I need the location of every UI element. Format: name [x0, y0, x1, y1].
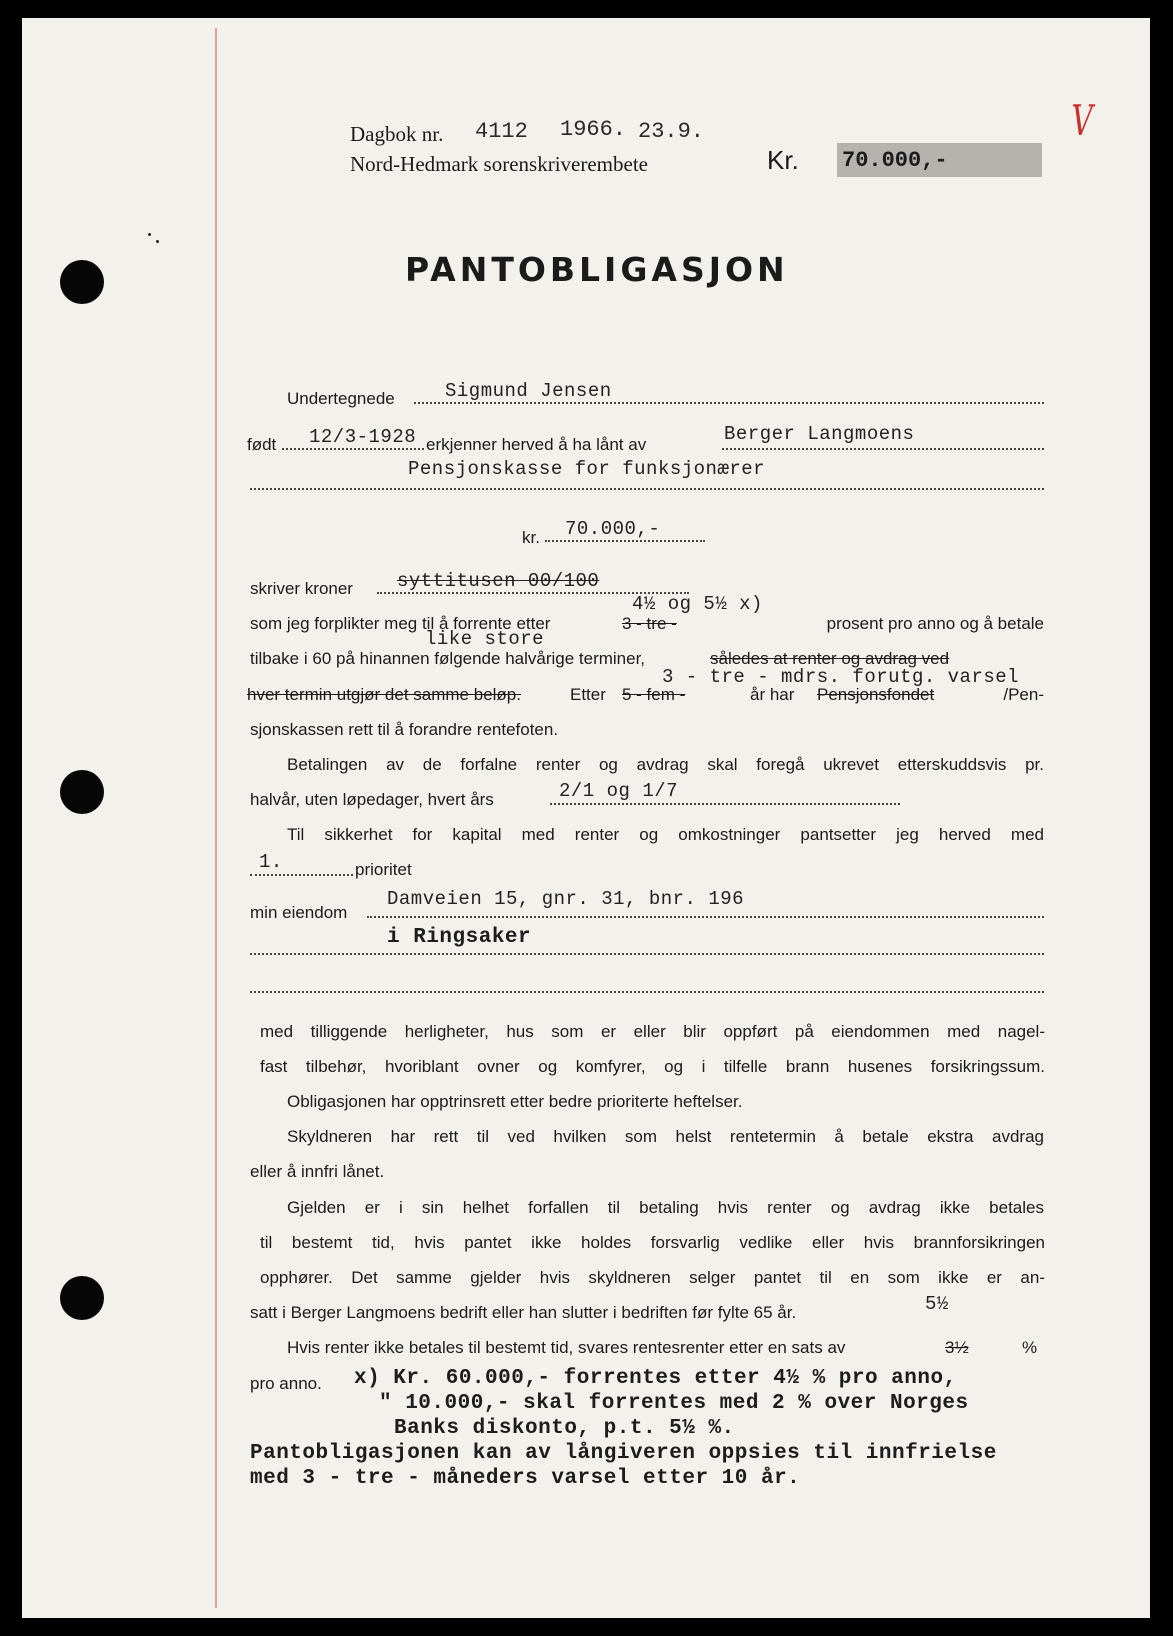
- body-line: år har: [750, 685, 795, 704]
- kr-value: 70.000,-: [565, 518, 661, 540]
- body-line: sjonskassen rett til å forandre rentefoten.: [250, 720, 559, 739]
- body-line: som jeg forplikter meg til å forrente etter: [250, 614, 551, 633]
- body-line: opphører. Det samme gjelder hvis skyldneren selger pantet til en som ikke er an-: [260, 1268, 1045, 1287]
- body-line: satt i Berger Langmoens bedrift eller han slutter i bedriften før fylte 65 år.: [250, 1303, 797, 1322]
- dotted-line: [250, 991, 1044, 993]
- punch-hole: [60, 1276, 104, 1320]
- body-line: Gjelden er i sin helhet forfallen til betaling hvis renter og avdrag ikke betales: [287, 1198, 1044, 1217]
- rate-insert: 4½ og 5½ x): [632, 593, 763, 615]
- body-line: Til sikkerhet for kapital med renter og omkostninger pantsetter jeg herved med: [287, 825, 1044, 844]
- undertegnede-label: Undertegnede: [287, 389, 395, 408]
- typed-note: med 3 - tre - måneders varsel etter 10 år.: [250, 1467, 801, 1490]
- struck-text: Pensjonsfondet: [817, 685, 935, 704]
- eiendom-line-2: i Ringsaker: [387, 926, 532, 949]
- lender-line-1: Berger Langmoens: [724, 423, 915, 445]
- office-name: Nord-Hedmark sorenskriverembete: [350, 152, 648, 176]
- body-line: prosent pro anno og å betale: [826, 614, 1044, 633]
- body-line: til bestemt tid, hvis pantet ikke holdes forsvarlig vedlike eller hvis brannforsikringen: [260, 1233, 1045, 1252]
- lender-line-2: Pensjonskasse for funksjonærer: [408, 458, 766, 480]
- kr-label: kr.: [522, 528, 540, 547]
- skriver-label: skriver kroner: [250, 579, 353, 598]
- body-line: Obligasjonen har opptrinsrett etter bedre prioriterte heftelser.: [287, 1092, 743, 1111]
- check-mark: V: [1071, 96, 1093, 145]
- body-line: Etter: [570, 685, 606, 704]
- percent-sign: %: [1022, 1338, 1038, 1357]
- typed-note: x) Kr. 60.000,- forrentes etter 4½ % pro anno,: [354, 1367, 957, 1390]
- body-line: Hvis renter ikke betales til bestemt tid, svares rentesrenter etter en sats av: [287, 1338, 846, 1357]
- body-line: /Pen-: [1003, 685, 1044, 704]
- page-title: PANTOBLIGASJON: [405, 250, 789, 289]
- rate-insert-2: 5½: [925, 1293, 949, 1315]
- notice-insert: 3 - tre - mdrs. forutg. varsel: [662, 666, 1020, 688]
- dotted-line: [414, 402, 1044, 404]
- body-line: halvår, uten løpedager, hvert års: [250, 790, 494, 809]
- speck: [156, 240, 159, 243]
- fodt-label: født: [247, 435, 277, 454]
- speck: [148, 233, 151, 236]
- struck-text: 3½: [945, 1338, 969, 1357]
- dotted-line: [250, 874, 353, 876]
- prioritet-value: 1.: [259, 851, 283, 873]
- punch-hole: [60, 260, 104, 304]
- body-line: Betalingen av de forfalne renter og avdrag skal foregå ukrevet etterskuddsvis pr.: [287, 755, 1044, 774]
- struck-text: hver termin utgjør det samme beløp.: [247, 685, 521, 704]
- body-line: eller å innfri lånet.: [250, 1162, 385, 1181]
- dotted-line: [250, 488, 1044, 490]
- punch-hole: [60, 770, 104, 814]
- margin-line: [215, 28, 217, 1608]
- struck-text: 3 - tre -: [622, 614, 677, 633]
- dotted-line: [722, 448, 1044, 450]
- dagbok-number: 4112: [475, 119, 528, 144]
- dagbok-year: 1966.: [560, 117, 627, 142]
- dotted-line: [282, 448, 424, 450]
- typed-note: Pantobligasjonen kan av långiveren oppsies til innfrielse: [250, 1442, 997, 1465]
- erkjenner-text: erkjenner herved å ha lånt av: [426, 435, 647, 454]
- amount-label: Kr.: [767, 145, 799, 175]
- dotted-line: [550, 803, 900, 805]
- dotted-line: [250, 953, 1044, 955]
- terms-insert: like store: [425, 628, 545, 650]
- eiendom-line-1: Damveien 15, gnr. 31, bnr. 196: [387, 888, 745, 910]
- typed-note: " 10.000,- skal forrentes med 2 % over Norges: [379, 1392, 969, 1415]
- dagbok-label: Dagbok nr.: [350, 122, 444, 146]
- struck-text: således at renter og avdrag ved: [710, 649, 950, 668]
- undertegnede-value: Sigmund Jensen: [445, 380, 612, 402]
- skriver-value: syttitusen 00/100: [397, 570, 600, 592]
- typed-note: Banks diskonto, p.t. 5½ %.: [394, 1417, 735, 1440]
- dotted-line: [367, 916, 1044, 918]
- dotted-line: [545, 540, 705, 542]
- amount-value: 70.000,-: [842, 148, 948, 173]
- dagbok-date: 23.9.: [638, 119, 705, 144]
- payment-dates: 2/1 og 1/7: [559, 780, 679, 802]
- body-line: tilbake i 60 på hinannen følgende halvårige terminer,: [250, 649, 646, 668]
- struck-text: 5 - fem -: [622, 685, 686, 704]
- prioritet-label: prioritet: [355, 860, 412, 879]
- body-line: pro anno.: [250, 1374, 322, 1393]
- eiendom-label: min eiendom: [250, 903, 348, 922]
- document-page: [22, 18, 1150, 1618]
- body-line: med tilliggende herligheter, hus som er eller blir oppført på eiendommen med nagel-: [260, 1022, 1045, 1041]
- fodt-value: 12/3-1928: [309, 426, 417, 448]
- body-line: fast tilbehør, hvoriblant ovner og komfyrer, og i tilfelle brann husenes forsikringssum.: [260, 1057, 1045, 1076]
- body-line: Skyldneren har rett til ved hvilken som helst rentetermin å betale ekstra avdrag: [287, 1127, 1044, 1146]
